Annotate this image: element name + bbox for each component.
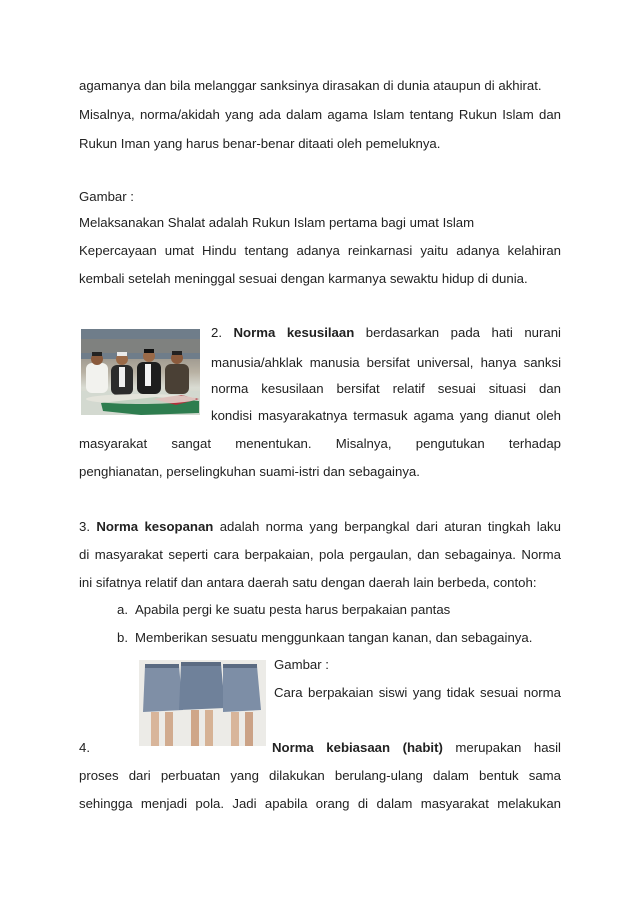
uniform-photo (139, 660, 266, 746)
list-item (117, 601, 561, 619)
figure-caption-label: Gambar : (274, 657, 329, 672)
section-number: 2. (211, 325, 234, 340)
figure-caption: Cara berpakaian siswi yang tidak sesuai norma (274, 685, 561, 700)
section-text: merupakan hasil (455, 740, 561, 755)
figure-caption-label: Gambar : (79, 189, 134, 204)
paragraph-line: kondisi masyarakatnya termasuk agama yang dianut oleh (211, 408, 561, 423)
list-item-text: Memberikan sesuatu menggunkaan tangan kanan, dan sebagainya. (135, 630, 533, 645)
paragraph-line: masyarakat sangat menentukan. Misalnya, pengutukan terhadap (79, 436, 561, 451)
section-title: Norma kebiasaan (habit) (272, 740, 443, 755)
paragraph-line: agamanya dan bila melanggar sanksinya dirasakan di dunia ataupun di akhirat. (79, 78, 542, 93)
section-2-first-line (211, 324, 561, 342)
list-item-text: Apabila pergi ke suatu pesta harus berpakaian pantas (135, 602, 451, 617)
paragraph-line: sehingga menjadi pola. Jadi apabila orang di dalam masyarakat melakukan (79, 796, 561, 811)
paragraph-line: penghianatan, perselingkuhan suami-istri dan sebagainya. (79, 464, 420, 479)
section-number: 3. (79, 519, 97, 534)
paragraph-line: Misalnya, norma/akidah yang ada dalam agama Islam tentang Rukun Islam dan (79, 107, 561, 122)
section-4-first-line (272, 739, 561, 757)
paragraph-line: manusia/ahklak manusia bersifat universal, hanya sanksi (211, 355, 561, 370)
list-marker: a. (117, 602, 128, 617)
section-text: adalah norma yang berpangkal dari aturan tingkah laku (213, 519, 561, 534)
paragraph-line: kembali setelah meninggal sesuai dengan karmanya sewaktu hidup di dunia. (79, 271, 528, 286)
uniform-photo-illustration (139, 660, 266, 746)
figure-caption: Melaksanakan Shalat adalah Rukun Islam pertama bagi umat Islam (79, 215, 475, 230)
section-title: Norma kesusilaan (233, 325, 355, 340)
list-item (117, 629, 561, 647)
section-3-first-line (79, 518, 561, 536)
list-marker: b. (117, 630, 128, 645)
paragraph-line: Kepercayaan umat Hindu tentang adanya reinkarnasi yaitu adanya kelahiran (79, 243, 561, 258)
paragraph-line: di masyarakat seperti cara berpakaian, pola pergaulan, dan sebagainya. Norma (79, 547, 561, 562)
prayer-photo (81, 329, 200, 415)
section-number: 4. (79, 740, 90, 755)
paragraph-line: ini sifatnya relatif dan antara daerah satu dengan daerah lain berbeda, contoh: (79, 575, 537, 590)
paragraph-line: proses dari perbuatan yang dilakukan berulang-ulang dalam bentuk sama (79, 768, 561, 783)
section-text: berdasarkan pada hati nurani (354, 325, 561, 340)
paragraph-line: Rukun Iman yang harus benar-benar ditaati oleh pemeluknya. (79, 136, 441, 151)
prayer-photo-illustration (81, 329, 200, 415)
section-title: Norma kesopanan (96, 519, 214, 534)
paragraph-line: norma kesusilaan bersifat relatif sesuai situasi dan (211, 381, 561, 396)
